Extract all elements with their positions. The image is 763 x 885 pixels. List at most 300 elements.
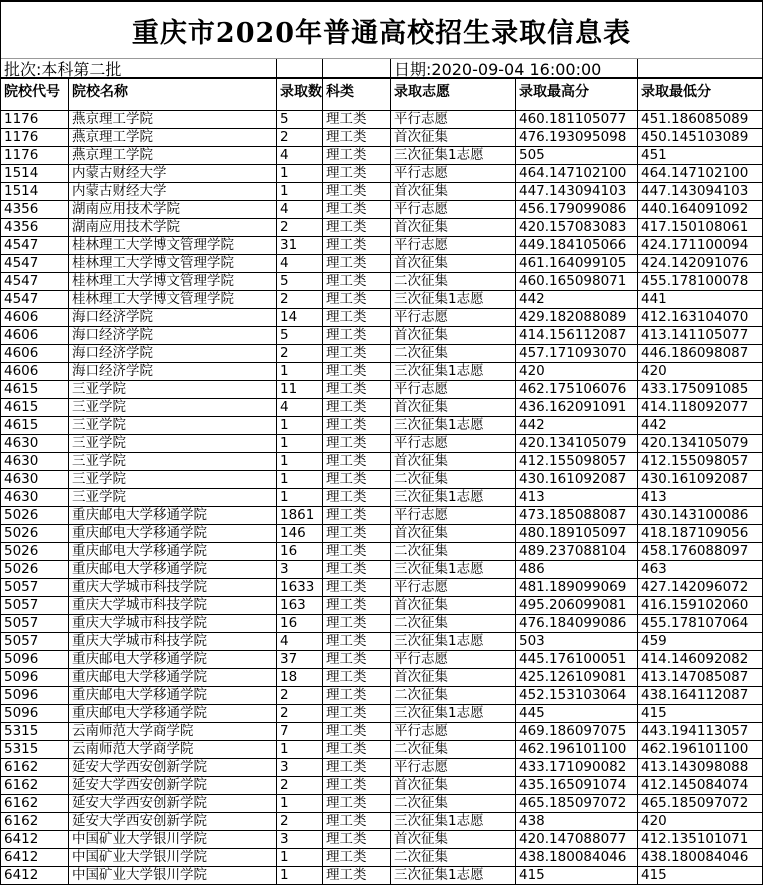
cell-min-score: 438.180084046 <box>641 849 749 865</box>
cell-admission-preference: 平行志愿 <box>391 759 516 776</box>
table-row <box>1 561 762 579</box>
cell-max-score: 449.184105066 <box>516 237 638 254</box>
cell-college-name: 延安大学西安创新学院 <box>69 795 277 812</box>
cell-admission-preference: 三次征集1志愿 <box>391 147 516 164</box>
cell-admission-preference: 二次征集 <box>391 273 516 290</box>
cell-admit-count: 1 <box>277 741 323 758</box>
cell-college-code: 4606 <box>1 345 69 362</box>
cell-admission-preference: 平行志愿 <box>391 651 516 668</box>
table-row <box>1 669 762 687</box>
cell-college-name: 延安大学西安创新学院 <box>69 777 277 794</box>
cell-college-code: 4615 <box>1 381 69 398</box>
table-row <box>1 417 762 435</box>
table-row <box>1 399 762 417</box>
cell-college-code: 5096 <box>1 705 69 722</box>
cell-max-score: 447.143094103 <box>516 183 638 200</box>
cell-subject-category: 理工类 <box>323 129 391 146</box>
cell-college-name: 内蒙古财经大学 <box>69 165 277 182</box>
header-college-code: 院校代号 <box>1 79 69 110</box>
cell-college-name: 三亚学院 <box>69 453 277 470</box>
header-min-score: 录取最低分 <box>641 84 711 100</box>
cell-college-name: 重庆邮电大学移通学院 <box>69 669 277 686</box>
cell-subject-category: 理工类 <box>323 615 391 632</box>
cell-admit-count: 5 <box>277 327 323 344</box>
cell-college-name: 湖南应用技术学院 <box>69 201 277 218</box>
cell-admission-preference: 平行志愿 <box>391 237 516 254</box>
cell-min-score: 465.185097072 <box>641 795 749 811</box>
table-row <box>1 471 762 489</box>
table-header <box>1 79 762 111</box>
cell-admission-preference: 三次征集1志愿 <box>391 705 516 722</box>
cell-subject-category: 理工类 <box>323 399 391 416</box>
meta-empty-cell-1 <box>277 59 323 77</box>
cell-admission-preference: 三次征集1志愿 <box>391 633 516 650</box>
cell-min-score: 412.135101071 <box>641 831 749 847</box>
cell-college-name: 云南师范大学商学院 <box>69 723 277 740</box>
cell-college-name: 重庆邮电大学移通学院 <box>69 507 277 524</box>
batch-label: 批次:本科第二批 <box>1 59 277 77</box>
cell-min-score: 441 <box>641 291 667 307</box>
cell-admission-preference: 平行志愿 <box>391 201 516 218</box>
cell-college-code: 1176 <box>1 111 69 128</box>
cell-admission-preference: 平行志愿 <box>391 723 516 740</box>
cell-subject-category: 理工类 <box>323 561 391 578</box>
cell-admission-preference: 平行志愿 <box>391 507 516 524</box>
table-row <box>1 309 762 327</box>
cell-subject-category: 理工类 <box>323 201 391 218</box>
cell-subject-category: 理工类 <box>323 435 391 452</box>
table-row <box>1 327 762 345</box>
cell-admission-preference: 首次征集 <box>391 183 516 200</box>
cell-admit-count: 18 <box>277 669 323 686</box>
cell-admit-count: 1 <box>277 435 323 452</box>
cell-max-score: 420.157083083 <box>516 219 638 236</box>
cell-subject-category: 理工类 <box>323 579 391 596</box>
cell-admission-preference: 首次征集 <box>391 831 516 848</box>
cell-subject-category: 理工类 <box>323 867 391 884</box>
cell-admission-preference: 平行志愿 <box>391 381 516 398</box>
cell-college-code: 5026 <box>1 561 69 578</box>
cell-admit-count: 2 <box>277 219 323 236</box>
cell-college-name: 海口经济学院 <box>69 363 277 380</box>
cell-admit-count: 3 <box>277 831 323 848</box>
cell-college-name: 重庆大学城市科技学院 <box>69 597 277 614</box>
cell-college-code: 5057 <box>1 615 69 632</box>
cell-college-name: 重庆邮电大学移通学院 <box>69 687 277 704</box>
cell-admit-count: 3 <box>277 561 323 578</box>
cell-subject-category: 理工类 <box>323 849 391 866</box>
cell-subject-category: 理工类 <box>323 795 391 812</box>
cell-admission-preference: 二次征集 <box>391 687 516 704</box>
cell-college-code: 4615 <box>1 399 69 416</box>
table-row <box>1 129 762 147</box>
table-row <box>1 687 762 705</box>
cell-subject-category: 理工类 <box>323 147 391 164</box>
cell-college-code: 1176 <box>1 129 69 146</box>
cell-subject-category: 理工类 <box>323 111 391 128</box>
cell-college-name: 重庆邮电大学移通学院 <box>69 543 277 560</box>
cell-college-name: 中国矿业大学银川学院 <box>69 831 277 848</box>
cell-admit-count: 5 <box>277 111 323 128</box>
table-body <box>1 111 762 885</box>
table-row <box>1 741 762 759</box>
cell-min-score: 417.150108061 <box>641 219 749 235</box>
cell-admit-count: 7 <box>277 723 323 740</box>
cell-max-score: 461.164099105 <box>516 255 638 272</box>
cell-college-code: 4606 <box>1 309 69 326</box>
cell-subject-category: 理工类 <box>323 651 391 668</box>
table-row <box>1 867 762 885</box>
table-row <box>1 705 762 723</box>
cell-min-score: 451 <box>641 147 667 163</box>
cell-subject-category: 理工类 <box>323 291 391 308</box>
cell-min-score: 424.142091076 <box>641 255 749 271</box>
header-admission-preference: 录取志愿 <box>391 79 516 110</box>
cell-college-name: 重庆邮电大学移通学院 <box>69 651 277 668</box>
cell-min-score: 455.178100078 <box>641 273 749 289</box>
cell-admit-count: 3 <box>277 759 323 776</box>
cell-max-score: 505 <box>516 147 638 164</box>
cell-min-score: 420.134105079 <box>641 435 749 451</box>
cell-admit-count: 1 <box>277 795 323 812</box>
cell-max-score: 462.196101100 <box>516 741 638 758</box>
cell-admission-preference: 二次征集 <box>391 615 516 632</box>
cell-min-score: 413.141105077 <box>641 327 749 343</box>
cell-admit-count: 146 <box>277 525 323 542</box>
cell-college-code: 6412 <box>1 831 69 848</box>
cell-max-score: 469.186097075 <box>516 723 638 740</box>
table-row <box>1 219 762 237</box>
cell-subject-category: 理工类 <box>323 273 391 290</box>
cell-max-score: 495.206099081 <box>516 597 638 614</box>
page-title: 重庆市2020年普通高校招生录取信息表 <box>1 0 762 58</box>
cell-college-name: 云南师范大学商学院 <box>69 741 277 758</box>
cell-admission-preference: 三次征集1志愿 <box>391 813 516 830</box>
cell-admission-preference: 平行志愿 <box>391 111 516 128</box>
table-row <box>1 255 762 273</box>
table-row <box>1 489 762 507</box>
cell-max-score: 430.161092087 <box>516 471 638 488</box>
cell-college-code: 4606 <box>1 363 69 380</box>
cell-max-score: 429.182088089 <box>516 309 638 326</box>
table-row <box>1 813 762 831</box>
meta-empty-cell-2 <box>323 59 391 77</box>
cell-college-name: 重庆大学城市科技学院 <box>69 615 277 632</box>
cell-admit-count: 5 <box>277 273 323 290</box>
table-row <box>1 381 762 399</box>
cell-college-name: 重庆邮电大学移通学院 <box>69 561 277 578</box>
cell-college-name: 三亚学院 <box>69 489 277 506</box>
cell-college-code: 4615 <box>1 417 69 434</box>
cell-max-score: 481.189099069 <box>516 579 638 596</box>
cell-max-score: 452.153103064 <box>516 687 638 704</box>
cell-min-score: 413.147085087 <box>641 669 749 685</box>
cell-min-score: 418.187109056 <box>641 525 749 541</box>
cell-college-name: 重庆邮电大学移通学院 <box>69 525 277 542</box>
cell-admission-preference: 平行志愿 <box>391 435 516 452</box>
table-row <box>1 435 762 453</box>
table-row <box>1 651 762 669</box>
cell-admission-preference: 三次征集1志愿 <box>391 363 516 380</box>
cell-max-score: 476.184099086 <box>516 615 638 632</box>
cell-college-name: 燕京理工学院 <box>69 147 277 164</box>
cell-admission-preference: 三次征集1志愿 <box>391 291 516 308</box>
header-college-name: 院校名称 <box>69 79 277 110</box>
cell-max-score: 460.165098071 <box>516 273 638 290</box>
table-row <box>1 615 762 633</box>
cell-college-code: 4630 <box>1 453 69 470</box>
cell-college-code: 4606 <box>1 327 69 344</box>
cell-college-code: 6162 <box>1 795 69 812</box>
cell-max-score: 442 <box>516 291 638 308</box>
cell-max-score: 414.156112087 <box>516 327 638 344</box>
cell-college-code: 6412 <box>1 867 69 884</box>
cell-college-name: 三亚学院 <box>69 471 277 488</box>
cell-college-name: 重庆邮电大学移通学院 <box>69 705 277 722</box>
cell-subject-category: 理工类 <box>323 723 391 740</box>
table-row <box>1 831 762 849</box>
cell-subject-category: 理工类 <box>323 183 391 200</box>
cell-college-name: 三亚学院 <box>69 381 277 398</box>
cell-admit-count: 1 <box>277 165 323 182</box>
cell-admit-count: 2 <box>277 291 323 308</box>
cell-admit-count: 1 <box>277 417 323 434</box>
cell-min-score: 440.164091092 <box>641 201 749 217</box>
cell-subject-category: 理工类 <box>323 165 391 182</box>
cell-subject-category: 理工类 <box>323 741 391 758</box>
cell-max-score: 503 <box>516 633 638 650</box>
table-row <box>1 201 762 219</box>
cell-admit-count: 1 <box>277 849 323 866</box>
cell-admission-preference: 平行志愿 <box>391 309 516 326</box>
cell-college-code: 5315 <box>1 741 69 758</box>
cell-subject-category: 理工类 <box>323 687 391 704</box>
cell-admit-count: 163 <box>277 597 323 614</box>
table-row <box>1 237 762 255</box>
cell-admission-preference: 首次征集 <box>391 327 516 344</box>
cell-max-score: 420 <box>516 363 638 380</box>
cell-min-score: 455.178107064 <box>641 615 749 631</box>
cell-admission-preference: 二次征集 <box>391 345 516 362</box>
cell-min-score: 420 <box>641 363 667 379</box>
cell-college-name: 重庆大学城市科技学院 <box>69 579 277 596</box>
cell-admission-preference: 首次征集 <box>391 777 516 794</box>
cell-admission-preference: 首次征集 <box>391 669 516 686</box>
cell-admission-preference: 三次征集1志愿 <box>391 489 516 506</box>
table-row <box>1 111 762 129</box>
table-row <box>1 345 762 363</box>
cell-college-code: 4547 <box>1 291 69 308</box>
cell-college-code: 6412 <box>1 849 69 866</box>
cell-admit-count: 16 <box>277 615 323 632</box>
cell-subject-category: 理工类 <box>323 381 391 398</box>
cell-admit-count: 14 <box>277 309 323 326</box>
date-label: 日期:2020-09-04 16:00:00 <box>391 59 638 77</box>
cell-college-name: 三亚学院 <box>69 435 277 452</box>
cell-subject-category: 理工类 <box>323 363 391 380</box>
cell-admit-count: 1 <box>277 489 323 506</box>
cell-admission-preference: 二次征集 <box>391 849 516 866</box>
table-row <box>1 777 762 795</box>
cell-subject-category: 理工类 <box>323 219 391 236</box>
cell-college-name: 延安大学西安创新学院 <box>69 759 277 776</box>
cell-admission-preference: 首次征集 <box>391 255 516 272</box>
cell-college-name: 燕京理工学院 <box>69 111 277 128</box>
cell-admission-preference: 首次征集 <box>391 129 516 146</box>
cell-admission-preference: 首次征集 <box>391 453 516 470</box>
cell-college-code: 6162 <box>1 813 69 830</box>
cell-admit-count: 11 <box>277 381 323 398</box>
table-row <box>1 759 762 777</box>
cell-max-score: 415 <box>516 867 638 884</box>
cell-min-score: 415 <box>641 867 667 883</box>
cell-college-name: 海口经济学院 <box>69 345 277 362</box>
table-row <box>1 525 762 543</box>
table-row <box>1 147 762 165</box>
table-row <box>1 165 762 183</box>
cell-min-score: 414.146092082 <box>641 651 749 667</box>
cell-admit-count: 37 <box>277 651 323 668</box>
cell-college-code: 4547 <box>1 273 69 290</box>
cell-admit-count: 1 <box>277 867 323 884</box>
cell-college-code: 5026 <box>1 543 69 560</box>
cell-college-name: 桂林理工大学博文管理学院 <box>69 237 277 254</box>
cell-college-code: 1514 <box>1 183 69 200</box>
cell-admission-preference: 首次征集 <box>391 219 516 236</box>
cell-college-code: 4630 <box>1 489 69 506</box>
cell-subject-category: 理工类 <box>323 453 391 470</box>
cell-min-score: 415 <box>641 705 667 721</box>
cell-admit-count: 2 <box>277 777 323 794</box>
cell-max-score: 420.147088077 <box>516 831 638 848</box>
cell-college-code: 4630 <box>1 435 69 452</box>
cell-min-score: 463 <box>641 561 667 577</box>
cell-subject-category: 理工类 <box>323 255 391 272</box>
cell-max-score: 445 <box>516 705 638 722</box>
cell-admission-preference: 二次征集 <box>391 795 516 812</box>
cell-min-score: 464.147102100 <box>641 165 749 181</box>
cell-admit-count: 4 <box>277 255 323 272</box>
cell-admit-count: 4 <box>277 399 323 416</box>
cell-subject-category: 理工类 <box>323 543 391 560</box>
cell-max-score: 413 <box>516 489 638 506</box>
cell-subject-category: 理工类 <box>323 327 391 344</box>
cell-subject-category: 理工类 <box>323 597 391 614</box>
cell-admit-count: 16 <box>277 543 323 560</box>
cell-admit-count: 1 <box>277 363 323 380</box>
cell-min-score: 427.142096072 <box>641 579 749 595</box>
cell-college-name: 海口经济学院 <box>69 327 277 344</box>
cell-subject-category: 理工类 <box>323 507 391 524</box>
cell-max-score: 462.175106076 <box>516 381 638 398</box>
cell-min-score: 442 <box>641 417 667 433</box>
cell-admission-preference: 二次征集 <box>391 741 516 758</box>
cell-min-score: 438.164112087 <box>641 687 749 703</box>
cell-college-code: 5057 <box>1 633 69 650</box>
cell-college-name: 三亚学院 <box>69 417 277 434</box>
table-row <box>1 543 762 561</box>
cell-max-score: 436.162091091 <box>516 399 638 416</box>
cell-admission-preference: 二次征集 <box>391 471 516 488</box>
cell-college-name: 重庆大学城市科技学院 <box>69 633 277 650</box>
cell-college-name: 桂林理工大学博文管理学院 <box>69 291 277 308</box>
header-max-score: 录取最高分 <box>516 79 638 110</box>
cell-max-score: 489.237088104 <box>516 543 638 560</box>
cell-admit-count: 1 <box>277 471 323 488</box>
cell-min-score: 459 <box>641 633 667 649</box>
cell-admit-count: 4 <box>277 147 323 164</box>
cell-subject-category: 理工类 <box>323 309 391 326</box>
cell-college-name: 海口经济学院 <box>69 309 277 326</box>
cell-subject-category: 理工类 <box>323 759 391 776</box>
cell-admit-count: 4 <box>277 633 323 650</box>
cell-college-name: 桂林理工大学博文管理学院 <box>69 273 277 290</box>
table-row <box>1 183 762 201</box>
cell-college-code: 1176 <box>1 147 69 164</box>
cell-min-score: 413.143098088 <box>641 759 749 775</box>
cell-subject-category: 理工类 <box>323 831 391 848</box>
cell-max-score: 435.165091074 <box>516 777 638 794</box>
cell-max-score: 442 <box>516 417 638 434</box>
cell-admit-count: 4 <box>277 201 323 218</box>
cell-college-code: 4547 <box>1 237 69 254</box>
cell-admit-count: 31 <box>277 237 323 254</box>
cell-subject-category: 理工类 <box>323 669 391 686</box>
cell-max-score: 457.171093070 <box>516 345 638 362</box>
cell-min-score: 412.145084074 <box>641 777 749 793</box>
cell-admission-preference: 二次征集 <box>391 543 516 560</box>
table-row <box>1 633 762 651</box>
cell-subject-category: 理工类 <box>323 417 391 434</box>
cell-admission-preference: 平行志愿 <box>391 579 516 596</box>
cell-admission-preference: 三次征集1志愿 <box>391 561 516 578</box>
cell-max-score: 473.185088087 <box>516 507 638 524</box>
cell-min-score: 430.143100086 <box>641 507 749 523</box>
cell-subject-category: 理工类 <box>323 237 391 254</box>
cell-min-score: 430.161092087 <box>641 471 749 487</box>
cell-subject-category: 理工类 <box>323 813 391 830</box>
cell-min-score: 446.186098087 <box>641 345 749 361</box>
cell-admission-preference: 首次征集 <box>391 597 516 614</box>
cell-college-code: 1514 <box>1 165 69 182</box>
cell-min-score: 447.143094103 <box>641 183 749 199</box>
cell-admit-count: 2 <box>277 129 323 146</box>
cell-admission-preference: 三次征集1志愿 <box>391 867 516 884</box>
cell-admit-count: 1633 <box>277 579 323 596</box>
cell-college-name: 中国矿业大学银川学院 <box>69 849 277 866</box>
cell-college-code: 5315 <box>1 723 69 740</box>
table-row <box>1 291 762 309</box>
cell-max-score: 445.176100051 <box>516 651 638 668</box>
cell-admission-preference: 首次征集 <box>391 399 516 416</box>
cell-min-score: 458.176088097 <box>641 543 749 559</box>
table-row <box>1 273 762 291</box>
cell-college-name: 内蒙古财经大学 <box>69 183 277 200</box>
cell-admit-count: 2 <box>277 687 323 704</box>
cell-min-score: 412.163104070 <box>641 309 749 325</box>
cell-subject-category: 理工类 <box>323 777 391 794</box>
table-row <box>1 723 762 741</box>
cell-college-name: 三亚学院 <box>69 399 277 416</box>
cell-max-score: 438 <box>516 813 638 830</box>
cell-min-score: 443.194113057 <box>641 723 749 739</box>
cell-admit-count: 2 <box>277 813 323 830</box>
cell-college-name: 桂林理工大学博文管理学院 <box>69 255 277 272</box>
cell-subject-category: 理工类 <box>323 471 391 488</box>
cell-admission-preference: 平行志愿 <box>391 165 516 182</box>
cell-admit-count: 1 <box>277 453 323 470</box>
cell-max-score: 420.134105079 <box>516 435 638 452</box>
